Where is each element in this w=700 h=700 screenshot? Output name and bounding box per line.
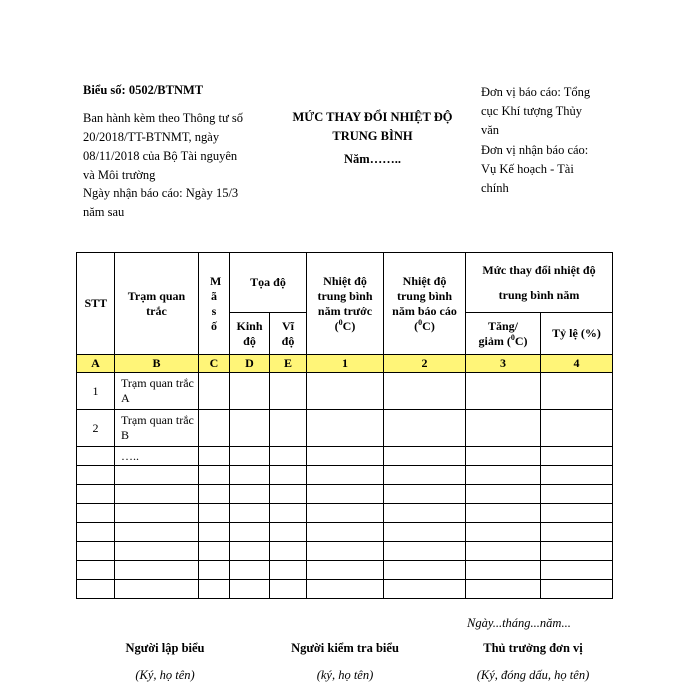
- receive-line-1: Ngày nhận báo cáo: Ngày 15/3: [83, 186, 239, 200]
- empty-cell: [384, 561, 466, 580]
- report-year: Năm……..: [344, 152, 401, 166]
- empty-cell: [307, 523, 384, 542]
- empty-cell: [541, 523, 613, 542]
- empty-cell: [230, 447, 270, 466]
- empty-cell: [384, 466, 466, 485]
- incdec-unit: ($^0$C): [503, 332, 528, 348]
- empty-cell: [199, 373, 230, 410]
- empty-cell: [307, 542, 384, 561]
- empty-cell: [466, 373, 541, 410]
- reporting-line-3: văn: [481, 123, 500, 137]
- empty-cell: [230, 466, 270, 485]
- empty-cell: [230, 485, 270, 504]
- head-title: Thủ trưởng đơn vị: [483, 641, 583, 655]
- empty-cell: [466, 504, 541, 523]
- row-station: [115, 542, 199, 561]
- reporting-line-2: cục Khí tượng Thủy: [481, 104, 582, 118]
- empty-cell: [466, 542, 541, 561]
- row-stt: [77, 504, 115, 523]
- empty-cell: [199, 523, 230, 542]
- code-cell: 3: [466, 355, 541, 373]
- empty-cell: [466, 447, 541, 466]
- empty-cell: [230, 504, 270, 523]
- form-number: Biểu số: 0502/BTNMT: [83, 83, 204, 97]
- empty-cell: [466, 523, 541, 542]
- empty-cell: [270, 466, 307, 485]
- receive-date-text: [83, 184, 273, 222]
- code-cell: C: [199, 355, 230, 373]
- title-line-1: MỨC THAY ĐỔI NHIỆT ĐỘ: [292, 110, 453, 124]
- issued-line-2: 20/2018/TT-BTNMT, ngày: [83, 130, 220, 144]
- empty-cell: [270, 447, 307, 466]
- empty-cell: [466, 485, 541, 504]
- empty-cell: [541, 580, 613, 599]
- header-station: Trạm quan trắc: [115, 253, 199, 355]
- empty-cell: [199, 447, 230, 466]
- reporting-line-1: Đơn vị báo cáo: Tổng: [481, 85, 591, 99]
- empty-cell: [270, 410, 307, 447]
- empty-cell: [307, 504, 384, 523]
- empty-cell: [384, 485, 466, 504]
- empty-cell: [384, 504, 466, 523]
- row-station: Trạm quan trắc B: [115, 410, 199, 447]
- empty-cell: [384, 410, 466, 447]
- empty-cell: [541, 504, 613, 523]
- issued-line-4: và Môi trường: [83, 168, 156, 182]
- row-stt: 1: [77, 373, 115, 410]
- empty-cell: [384, 580, 466, 599]
- empty-cell: [466, 561, 541, 580]
- empty-cell: [384, 542, 466, 561]
- title-line-2: TRUNG BÌNH: [332, 129, 413, 143]
- preparer-sign-note: (Ký, họ tên): [135, 668, 195, 682]
- empty-cell: [230, 580, 270, 599]
- code-cell: 4: [541, 355, 613, 373]
- empty-cell: [307, 447, 384, 466]
- empty-cell: [307, 580, 384, 599]
- empty-cell: [199, 466, 230, 485]
- empty-cell: [230, 523, 270, 542]
- empty-cell: [270, 580, 307, 599]
- empty-cell: [466, 466, 541, 485]
- table-row: [77, 523, 613, 542]
- empty-cell: [230, 542, 270, 561]
- table-row: [77, 580, 613, 599]
- code-cell: D: [230, 355, 270, 373]
- empty-cell: [384, 373, 466, 410]
- sign-date: Ngày...tháng...năm...: [467, 616, 571, 630]
- empty-cell: [541, 561, 613, 580]
- code-cell: B: [115, 355, 199, 373]
- row-station: [115, 485, 199, 504]
- empty-cell: [307, 466, 384, 485]
- empty-cell: [230, 561, 270, 580]
- code-row: [77, 355, 613, 373]
- empty-cell: [230, 410, 270, 447]
- code-cell: E: [270, 355, 307, 373]
- header-code: Mã số: [199, 253, 230, 355]
- reporting-unit: [481, 83, 631, 140]
- row-stt: [77, 485, 115, 504]
- empty-cell: [270, 561, 307, 580]
- table-row: [77, 447, 613, 466]
- empty-cell: [307, 410, 384, 447]
- header-coords: Tọa độ: [230, 253, 307, 313]
- row-stt: [77, 466, 115, 485]
- row-stt: [77, 542, 115, 561]
- row-stt: [77, 447, 115, 466]
- empty-cell: [541, 542, 613, 561]
- empty-cell: [466, 410, 541, 447]
- row-stt: [77, 523, 115, 542]
- head-sign-note: (Ký, đóng dấu, họ tên): [476, 668, 590, 682]
- report-title: [270, 108, 475, 146]
- empty-cell: [270, 542, 307, 561]
- empty-cell: [199, 561, 230, 580]
- header-change-line-2: trung bình năm: [498, 287, 580, 302]
- empty-cell: [541, 410, 613, 447]
- empty-cell: [541, 485, 613, 504]
- empty-cell: [199, 485, 230, 504]
- row-station: [115, 466, 199, 485]
- table-row: [77, 504, 613, 523]
- empty-cell: [541, 466, 613, 485]
- header-change-line-1: Mức thay đổi nhiệt độ: [482, 262, 596, 277]
- code-cell: 2: [384, 355, 466, 373]
- empty-cell: [270, 523, 307, 542]
- table-row: [77, 485, 613, 504]
- row-station: Trạm quan trắc A: [115, 373, 199, 410]
- row-station: [115, 504, 199, 523]
- table-row: [77, 373, 613, 410]
- receiving-line-2: Vụ Kế hoạch - Tài: [481, 162, 574, 176]
- empty-cell: [199, 542, 230, 561]
- table-row: [77, 542, 613, 561]
- row-station: [115, 580, 199, 599]
- empty-cell: [307, 485, 384, 504]
- header-prev-temp: Nhiệt độ trung bình năm trước ($^0$C): [307, 253, 384, 355]
- checker-title: Người kiểm tra biểu: [291, 641, 399, 655]
- empty-cell: [199, 580, 230, 599]
- empty-cell: [199, 504, 230, 523]
- row-stt: 2: [77, 410, 115, 447]
- row-stt: [77, 561, 115, 580]
- receive-line-2: năm sau: [83, 205, 125, 219]
- checker-sign-note: (ký, họ tên): [316, 668, 374, 682]
- table-row: [77, 410, 613, 447]
- table-row: [77, 466, 613, 485]
- issued-line-1: Ban hành kèm theo Thông tư số: [83, 111, 243, 125]
- row-station: …..: [115, 447, 199, 466]
- code-cell: 1: [307, 355, 384, 373]
- empty-cell: [307, 373, 384, 410]
- table-row: [77, 561, 613, 580]
- receiving-unit: [481, 141, 631, 198]
- header-report-temp: Nhiệt độ trung bình năm báo cáo ($^0$C): [384, 253, 466, 355]
- header-lat: Vĩ độ: [270, 313, 307, 355]
- empty-cell: [230, 373, 270, 410]
- empty-cell: [270, 485, 307, 504]
- receiving-line-1: Đơn vị nhận báo cáo:: [481, 143, 589, 157]
- row-stt: [77, 580, 115, 599]
- empty-cell: [541, 447, 613, 466]
- empty-cell: [270, 504, 307, 523]
- header-rate: Tỷ lệ (%): [541, 313, 613, 355]
- empty-cell: [307, 561, 384, 580]
- empty-cell: [384, 523, 466, 542]
- issued-line-3: 08/11/2018 của Bộ Tài nguyên: [83, 149, 238, 163]
- empty-cell: [384, 447, 466, 466]
- receiving-line-3: chính: [481, 181, 509, 195]
- row-station: [115, 523, 199, 542]
- header-change: [466, 253, 613, 313]
- header-incdec: Tăng/ giảm ($^0$C): [466, 313, 541, 355]
- empty-cell: [270, 373, 307, 410]
- empty-cell: [199, 410, 230, 447]
- code-cell: A: [77, 355, 115, 373]
- empty-cell: [541, 373, 613, 410]
- temperature-table: [76, 252, 613, 599]
- header-lon: Kinh độ: [230, 313, 270, 355]
- issued-by-text: [83, 109, 273, 185]
- row-station: [115, 561, 199, 580]
- preparer-title: Người lập biểu: [125, 641, 205, 655]
- empty-cell: [466, 580, 541, 599]
- header-stt: STT: [77, 253, 115, 355]
